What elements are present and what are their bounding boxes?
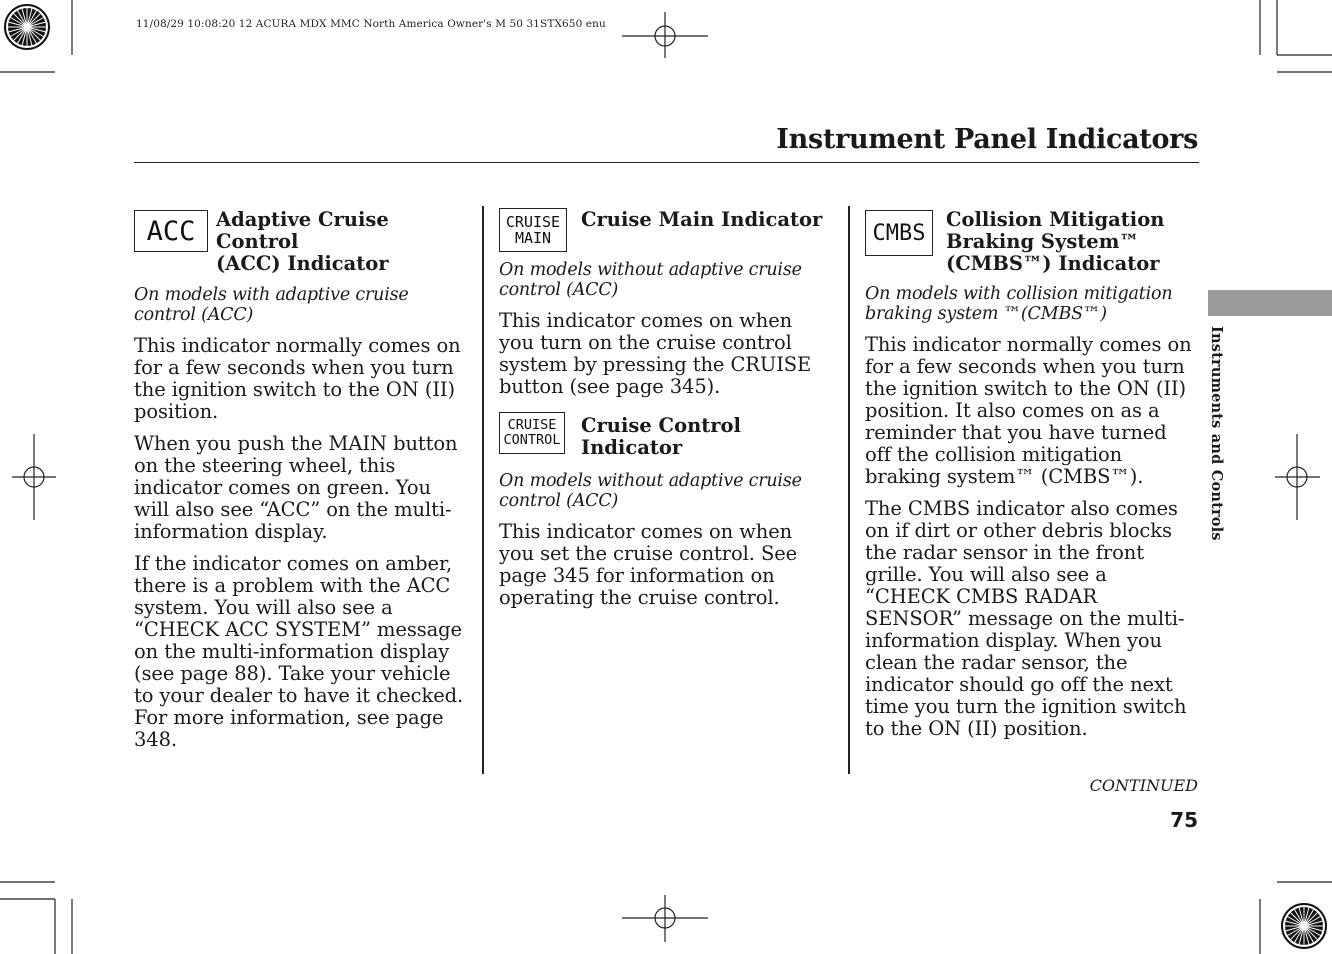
- section-title: Collision Mitigation Braking System™ (CMBS™) Indicator: [946, 208, 1165, 275]
- cruise-main-indicator-icon: CRUISE MAIN: [499, 208, 567, 252]
- column-cruise: [499, 206, 831, 609]
- body-paragraph: This indicator comes on when you set the cruise control. See page 345 for information on operating the cruise control.: [499, 520, 798, 609]
- section-title: Cruise Control Indicator: [581, 414, 741, 459]
- section-tab: [1208, 290, 1332, 316]
- acc-indicator-icon: ACC: [134, 210, 208, 252]
- column-divider: [482, 206, 484, 774]
- section-title: Cruise Main Indicator: [581, 208, 823, 231]
- print-header: 11/08/29 10:08:20 12 ACURA MDX MMC North America Owner's M 50 31STX650 enu: [136, 18, 606, 30]
- page-number: 75: [1170, 808, 1198, 832]
- cruise-control-indicator-icon: CRUISE CONTROL: [499, 412, 565, 454]
- column-cmbs: [865, 206, 1197, 740]
- cruise-control-section: [499, 416, 831, 609]
- body-paragraph: When you push the MAIN button on the steering wheel, this indicator comes on green. You will also see “ACC” on the multi-information display.: [134, 432, 458, 543]
- column-divider: [848, 206, 850, 774]
- section-title: Adaptive Cruise Control (ACC) Indicator: [216, 208, 389, 275]
- model-note: On models with adaptive cruise control (ACC): [134, 285, 409, 325]
- body-paragraph: This indicator comes on when you turn on the cruise control system by pressing the CRUISE button (see page 345).: [499, 309, 812, 398]
- model-note: On models without adaptive cruise control (ACC): [499, 260, 802, 300]
- title-divider: [134, 162, 1199, 163]
- model-note: On models without adaptive cruise control (ACC): [499, 471, 802, 511]
- continued-note: CONTINUED: [1089, 776, 1198, 795]
- column-acc: [134, 206, 466, 751]
- cmbs-indicator-section: [865, 206, 1197, 740]
- body-paragraph: If the indicator comes on amber, there is a problem with the ACC system. You will also see a “CHECK ACC SYSTEM” message on the multi-information display (see page 88). Take your vehicle to your dealer to have it checked. For more information, see page 348.: [134, 552, 464, 751]
- page-title: Instrument Panel Indicators: [776, 124, 1198, 155]
- body-paragraph: This indicator normally comes on for a few seconds when you turn the ignition switch to the ON (II) position. It also comes on as a reminder that you have turned off the collision mitigation braking system™ (CMBS™).: [865, 333, 1192, 488]
- cmbs-indicator-icon: CMBS: [865, 210, 933, 256]
- cruise-main-section: [499, 206, 831, 398]
- body-paragraph: The CMBS indicator also comes on if dirt or other debris blocks the radar sensor in the front grille. You will also see a “CHECK CMBS RADAR SENSOR” message on the multi-information display. When you clean the radar sensor, the indicator should go off the next time you turn the ignition switch to the ON (II) position.: [865, 497, 1187, 740]
- body-paragraph: This indicator normally comes on for a few seconds when you turn the ignition switch to the ON (II) position.: [134, 334, 461, 423]
- acc-indicator-section: [134, 206, 466, 751]
- model-note: On models with collision mitigation braking system ™(CMBS™): [865, 284, 1173, 324]
- section-tab-label: Instruments and Controls: [1208, 326, 1225, 541]
